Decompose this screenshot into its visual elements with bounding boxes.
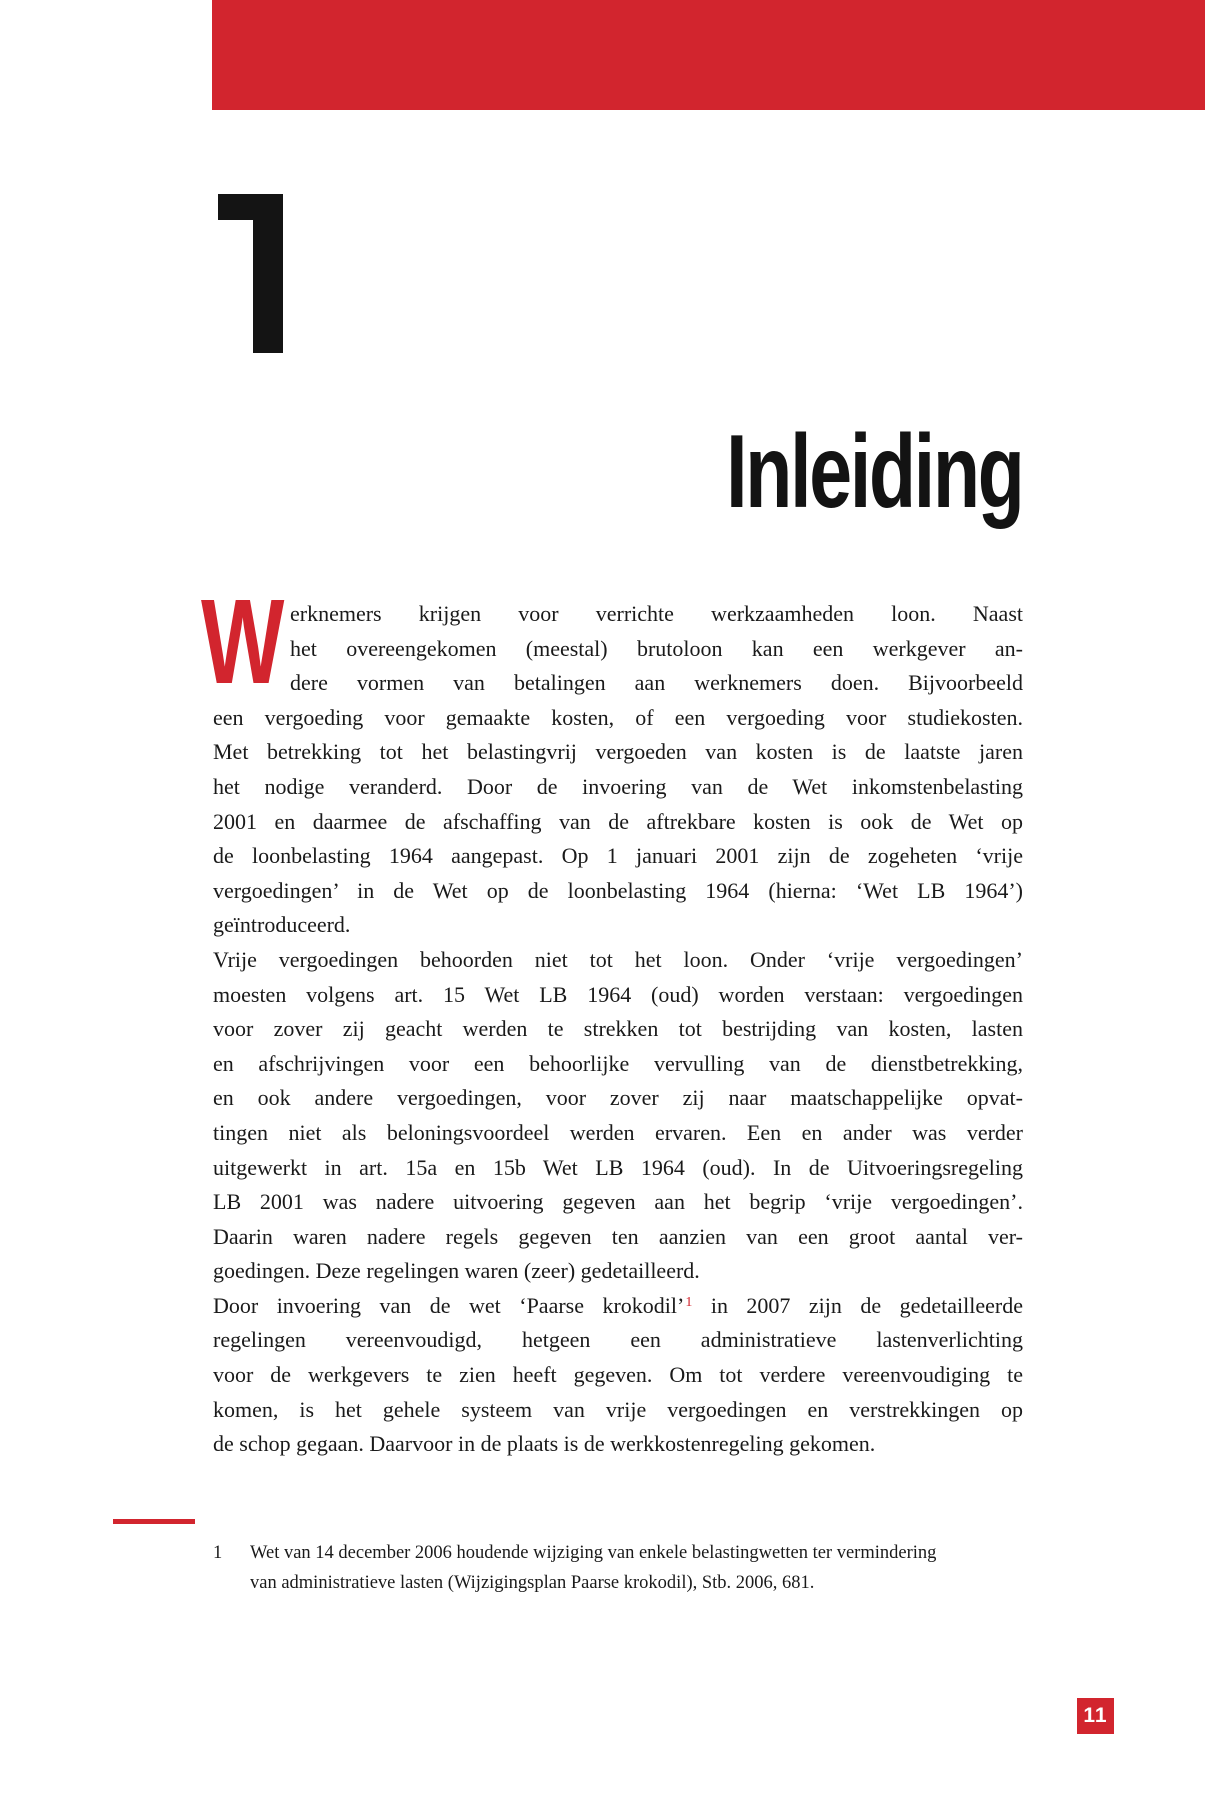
body-line: dere vormen van betalingen aan werknemers doen. Bijvoorbeeld xyxy=(290,670,1023,696)
body-line: komen, is het gehele systeem van vrije vergoedingen en verstrekkingen op xyxy=(213,1396,1023,1422)
body-line: Door invoering van de wet ‘Paarse krokodil’$^1$ in 2007 zijn de gedetailleerde xyxy=(213,1292,1023,1318)
body-line: goedingen. Deze regelingen waren (zeer) gedetailleerd. xyxy=(213,1258,700,1284)
body-line: het nodige veranderd. Door de invoering van de Wet inkomstenbelasting xyxy=(213,773,1023,799)
page-title: Inleiding xyxy=(726,414,1023,530)
body-line: de loonbelasting 1964 aangepast. Op 1 januari 2001 zijn de zogeheten ‘vrije xyxy=(213,843,1023,869)
footnote xyxy=(213,1538,1025,1598)
body-line: vergoedingen’ in de Wet op de loonbelasting 1964 (hierna: ‘Wet LB 1964’) xyxy=(213,877,1023,903)
body-line: een vergoeding voor gemaakte kosten, of een vergoeding voor studiekosten. xyxy=(213,704,1023,730)
body-line: uitgewerkt in art. 15a en 15b Wet LB 1964 (oud). In de Uitvoeringsregeling xyxy=(213,1154,1023,1180)
page-number-badge: 11 xyxy=(1077,1698,1114,1734)
body-line: regelingen vereenvoudigd, hetgeen een administratieve lastenverlichting xyxy=(213,1327,1023,1353)
body-line: Daarin waren nadere regels gegeven ten aanzien van een groot aantal ver- xyxy=(213,1223,1023,1249)
body-line: LB 2001 was nadere uitvoering gegeven aan het begrip ‘vrije vergoedingen’. xyxy=(213,1189,1023,1215)
footnote-lines xyxy=(250,1538,1025,1598)
footnote-marker: 1 xyxy=(213,1543,223,1563)
footnote-reference: 1 xyxy=(685,1294,693,1310)
body-line: het overeengekomen (meestal) brutoloon kan een werkgever an- xyxy=(290,635,1023,661)
body-line: moesten volgens art. 15 Wet LB 1964 (oud) worden verstaan: vergoedingen xyxy=(213,981,1023,1007)
body-line: tingen niet als beloningsvoordeel werden ervaren. Een en ander was verder xyxy=(213,1119,1023,1145)
body-line: voor de werkgevers te zien heeft gegeven. Om tot verdere vereenvoudiging te xyxy=(213,1362,1023,1388)
body-line: Vrije vergoedingen behoorden niet tot het loon. Onder ‘vrije vergoedingen’ xyxy=(213,946,1023,972)
body-line: de schop gegaan. Daarvoor in de plaats is de werkkostenregeling gekomen. xyxy=(213,1431,876,1457)
body-line: en ook andere vergoedingen, voor zover zij naar maatschappelijke opvat- xyxy=(213,1085,1023,1111)
drop-cap: W xyxy=(201,573,285,709)
body-line: voor zover zij geacht werden te strekken tot bestrijding van kosten, lasten xyxy=(213,1016,1023,1042)
footnote-divider xyxy=(113,1519,195,1524)
chapter-number xyxy=(218,194,283,353)
body-line: Met betrekking tot het belastingvrij vergoeden van kosten is de laatste jaren xyxy=(213,739,1023,765)
body-line: erknemers krijgen voor verrichte werkzaamheden loon. Naast xyxy=(290,601,1023,626)
body-text xyxy=(213,597,1023,1462)
footnote-line: Wet van 14 december 2006 houdende wijziging van enkele belastingwetten ter vermindering xyxy=(250,1543,937,1563)
footnote-line: van administratieve lasten (Wijzigingsplan Paarse krokodil), Stb. 2006, 681. xyxy=(250,1573,815,1593)
body-line: 2001 en daarmee de afschaffing van de aftrekbare kosten is ook de Wet op xyxy=(213,808,1023,834)
body-line: geïntroduceerd. xyxy=(213,912,351,938)
body-line: en afschrijvingen voor een behoorlijke vervulling van de dienstbetrekking, xyxy=(213,1050,1023,1076)
chapter-banner xyxy=(212,0,1205,110)
